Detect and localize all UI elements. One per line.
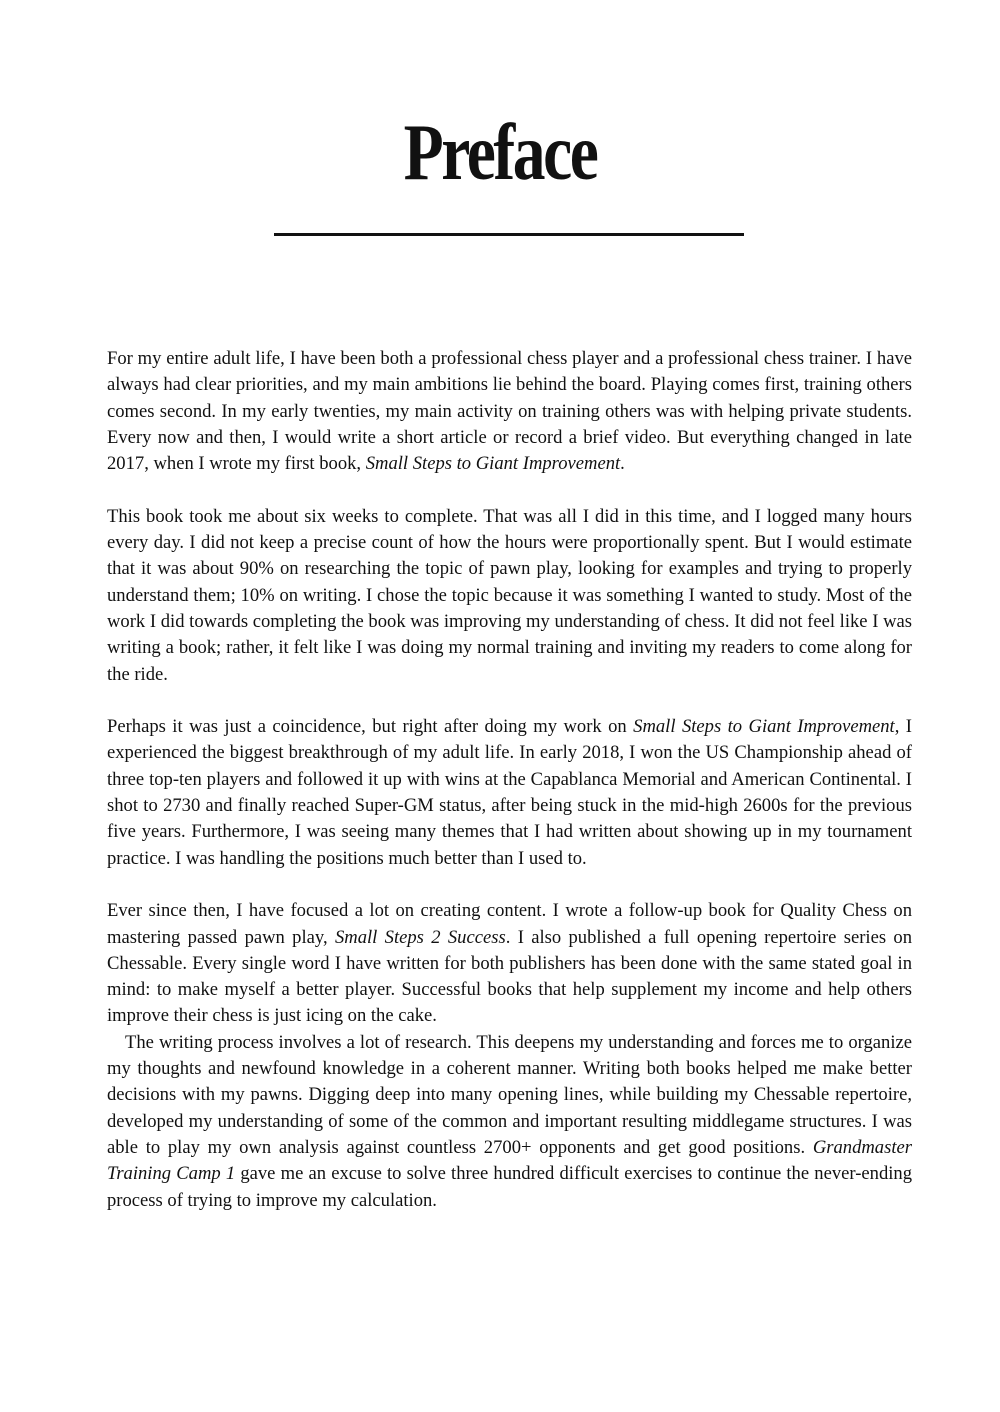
book-title-small-steps: Small Steps to Giant Improvement [365,453,621,475]
book-title-small-steps-success: Small Steps 2 Success [334,926,506,948]
paragraph-4 [107,898,912,1029]
paragraph-1-end: . [620,453,625,475]
paragraph-1-text: For my entire adult life, I have been both a professional chess player and a professional chess trainer. I have always had clear priorities, and my main ambitions lie behind the board. Playing comes first, training others comes second. In my early twenties, my main activity on training others was with helping private students. Every now and then, I would write a short article or record a brief video. But everything changed in late 2017, when I wrote my first book, [107,348,912,475]
paragraph-3 [107,714,912,872]
paragraph-2 [107,504,912,688]
page-title: Preface [403,109,597,197]
paragraph-5-text: The writing process involves a lot of research. This deepens my understanding and forces me to organize my thoughts and newfound knowledge in a coherent manner. Writing both books helped me make better decisions with my pawns. Digging deep into many opening lines, while building my Chessable repertoire, developed my understanding of some of the common and important resulting middlegame structures. I was able to play my own analysis against countless 2700+ opponents and get good positions. [107,1031,912,1158]
preface-body [107,346,912,1214]
paragraph-5-end: gave me an excuse to solve three hundred difficult exercises to continue the never-ending process of trying to improve my calculation. [107,1163,913,1211]
paragraph-5 [107,1030,912,1214]
paragraph-4-text: Ever since then, I have focused a lot on creating content. I wrote a follow-up book for Quality Chess on mastering passed pawn play, [107,900,912,948]
paragraph-3-text: Perhaps it was just a coincidence, but right after doing my work on [107,716,634,738]
title-underline-rule [274,233,744,236]
book-title-gm-training-camp: Grandmaster Training Camp 1 [107,1136,912,1185]
book-title-small-steps-2: Small Steps to Giant Improvement [633,716,895,738]
paragraph-3-end: , I experienced the biggest breakthrough of my adult life. In early 2018, I won the US Championship ahead of three top-ten players and followed it up with wins at the Capablanca Memorial and American Continental. I shot to 2730 and finally reached Super-GM status, after being stuck in the mid-high 2600s for the previous five years. Furthermore, I was seeing many themes that I had written about showing up in my tournament practice. I was handling the positions much better than I used to. [107,716,912,869]
paragraph-2-text: This book took me about six weeks to complete. That was all I did in this time, and I logged many hours every day. I did not keep a precise count of how the hours were proportionally spent. But I would estimate that it was about 90% on researching the topic of pawn play, looking for examples and trying to properly understand them; 10% on writing. I chose the topic because it was something I wanted to study. Most of the work I did towards completing the book was improving my understanding of chess. It did not feel like I was writing a book; rather, it felt like I was doing my normal training and inviting my readers to come along for the ride. [107,505,912,685]
paragraph-1 [107,346,912,477]
paragraph-4-end: . I also published a full opening repertoire series on Chessable. Every single word I have written for both publishers has been done with the same stated goal in mind: to make myself a better player. Successful books that help supplement my income and help others improve their chess is just icing on the cake. [107,926,912,1027]
